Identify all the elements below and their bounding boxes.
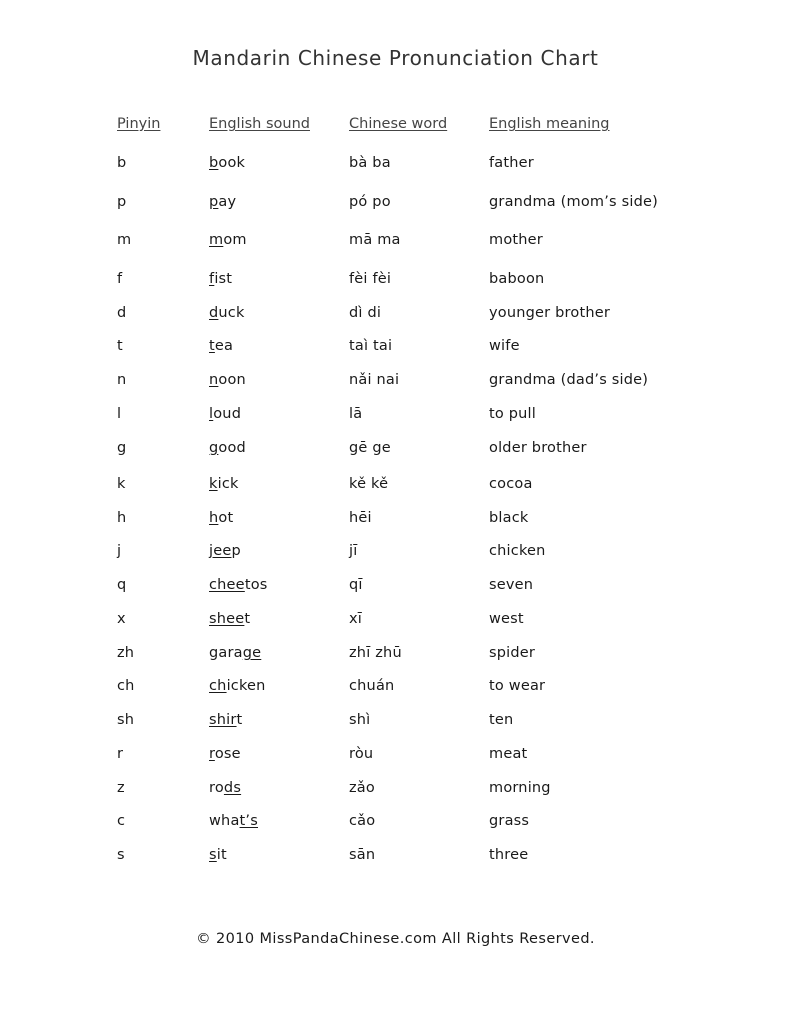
english-meaning-cell: black bbox=[489, 510, 529, 526]
sound-suffix: tos bbox=[244, 577, 268, 593]
pinyin-cell: r bbox=[117, 746, 124, 762]
sound-underlined-part: ds bbox=[223, 780, 242, 796]
english-sound-cell bbox=[209, 780, 241, 796]
sound-underlined-part: b bbox=[209, 155, 219, 171]
sound-underlined-part: m bbox=[209, 232, 224, 248]
english-sound-cell bbox=[209, 813, 258, 829]
english-meaning-cell: west bbox=[489, 611, 524, 627]
pinyin-cell: h bbox=[117, 510, 127, 526]
english-sound-cell bbox=[209, 155, 245, 171]
page-title: Mandarin Chinese Pronunciation Chart bbox=[192, 46, 599, 70]
sound-underlined-part: p bbox=[209, 194, 219, 210]
pinyin-cell: k bbox=[117, 476, 126, 492]
english-meaning-cell: older brother bbox=[489, 440, 587, 456]
table-row bbox=[0, 847, 791, 867]
pinyin-cell: f bbox=[117, 271, 123, 287]
english-sound-cell bbox=[209, 678, 266, 694]
copyright-footer: © 2010 MissPandaChinese.com All Rights Reserved. bbox=[196, 931, 595, 947]
chinese-word-cell: kě kě bbox=[349, 476, 389, 492]
table-row bbox=[0, 476, 791, 496]
english-meaning-cell: wife bbox=[489, 338, 520, 354]
sound-suffix: ea bbox=[214, 338, 234, 354]
english-meaning-cell: three bbox=[489, 847, 529, 863]
table-row bbox=[0, 271, 791, 291]
english-meaning-cell: grass bbox=[489, 813, 530, 829]
sound-underlined-part: g bbox=[209, 440, 219, 456]
english-sound-cell bbox=[209, 271, 232, 287]
table-row bbox=[0, 712, 791, 732]
english-meaning-cell: morning bbox=[489, 780, 551, 796]
table-row bbox=[0, 543, 791, 563]
chinese-word-cell: zhī zhū bbox=[349, 645, 402, 661]
chinese-word-cell: mā ma bbox=[349, 232, 401, 248]
sound-underlined-part: t bbox=[209, 338, 215, 354]
english-meaning-cell: ten bbox=[489, 712, 514, 728]
sound-suffix: icken bbox=[226, 678, 266, 694]
sound-suffix: t bbox=[244, 611, 251, 627]
pinyin-cell: g bbox=[117, 440, 127, 456]
sound-suffix: uck bbox=[218, 305, 245, 321]
sound-underlined-part: k bbox=[209, 476, 218, 492]
sound-suffix: ot bbox=[218, 510, 234, 526]
sound-suffix: oud bbox=[213, 406, 242, 422]
sound-prefix: wha bbox=[209, 813, 240, 829]
sound-underlined-part: t’s bbox=[239, 813, 258, 829]
sound-underlined-part: h bbox=[209, 510, 219, 526]
header-english-sound: English sound bbox=[209, 116, 310, 132]
english-meaning-cell: grandma (mom’s side) bbox=[489, 194, 658, 210]
table-row bbox=[0, 372, 791, 392]
sound-underlined-part: shir bbox=[209, 712, 237, 728]
english-meaning-cell: younger brother bbox=[489, 305, 611, 321]
english-meaning-cell: seven bbox=[489, 577, 534, 593]
sound-underlined-part: shee bbox=[209, 611, 245, 627]
sound-suffix: ick bbox=[217, 476, 239, 492]
sound-suffix: ook bbox=[218, 155, 246, 171]
pinyin-cell: t bbox=[117, 338, 123, 354]
chinese-word-cell: lā bbox=[349, 406, 363, 422]
english-sound-cell bbox=[209, 712, 242, 728]
sound-suffix: t bbox=[236, 712, 243, 728]
table-row bbox=[0, 780, 791, 800]
pinyin-cell: p bbox=[117, 194, 127, 210]
chinese-word-cell: taì tai bbox=[349, 338, 393, 354]
english-sound-cell bbox=[209, 847, 227, 863]
chinese-word-cell: hēi bbox=[349, 510, 372, 526]
english-meaning-cell: mother bbox=[489, 232, 543, 248]
table-row bbox=[0, 194, 791, 214]
sound-underlined-part: ge bbox=[242, 645, 262, 661]
sound-underlined-part: jee bbox=[209, 543, 232, 559]
table-row bbox=[0, 338, 791, 358]
pinyin-cell: l bbox=[117, 406, 122, 422]
english-sound-cell bbox=[209, 440, 246, 456]
chinese-word-cell: pó po bbox=[349, 194, 391, 210]
pinyin-cell: j bbox=[117, 543, 122, 559]
english-meaning-cell: baboon bbox=[489, 271, 545, 287]
chinese-word-cell: fèi fèi bbox=[349, 271, 392, 287]
table-row bbox=[0, 645, 791, 665]
english-meaning-cell: to wear bbox=[489, 678, 546, 694]
header-english-meaning: English meaning bbox=[489, 116, 610, 132]
english-sound-cell bbox=[209, 645, 261, 661]
chinese-word-cell: nǎi nai bbox=[349, 372, 400, 388]
chinese-word-cell: gē ge bbox=[349, 440, 391, 456]
english-meaning-cell: meat bbox=[489, 746, 528, 762]
chinese-word-cell: jī bbox=[349, 543, 358, 559]
sound-underlined-part: n bbox=[209, 372, 219, 388]
pinyin-cell: m bbox=[117, 232, 132, 248]
chinese-word-cell: ròu bbox=[349, 746, 374, 762]
english-meaning-cell: cocoa bbox=[489, 476, 533, 492]
chinese-word-cell: cǎo bbox=[349, 813, 376, 829]
pinyin-cell: sh bbox=[117, 712, 135, 728]
chinese-word-cell: xī bbox=[349, 611, 363, 627]
pinyin-cell: q bbox=[117, 577, 127, 593]
english-sound-cell bbox=[209, 577, 268, 593]
table-row bbox=[0, 813, 791, 833]
chinese-word-cell: dì di bbox=[349, 305, 382, 321]
table-row bbox=[0, 746, 791, 766]
table-row bbox=[0, 678, 791, 698]
sound-underlined-part: r bbox=[209, 746, 215, 762]
chinese-word-cell: shì bbox=[349, 712, 371, 728]
sound-underlined-part: ch bbox=[209, 678, 227, 694]
sound-underlined-part: chee bbox=[209, 577, 245, 593]
chinese-word-cell: chuán bbox=[349, 678, 395, 694]
sound-suffix: om bbox=[223, 232, 247, 248]
sound-underlined-part: s bbox=[209, 847, 217, 863]
english-sound-cell bbox=[209, 232, 247, 248]
chinese-word-cell: bà ba bbox=[349, 155, 391, 171]
english-meaning-cell: father bbox=[489, 155, 534, 171]
english-sound-cell bbox=[209, 476, 239, 492]
english-sound-cell bbox=[209, 305, 245, 321]
english-sound-cell bbox=[209, 194, 236, 210]
pinyin-cell: x bbox=[117, 611, 126, 627]
english-sound-cell bbox=[209, 746, 241, 762]
pinyin-cell: s bbox=[117, 847, 125, 863]
pinyin-cell: d bbox=[117, 305, 127, 321]
sound-underlined-part: f bbox=[209, 271, 215, 287]
table-row bbox=[0, 510, 791, 530]
pinyin-cell: n bbox=[117, 372, 127, 388]
english-sound-cell bbox=[209, 406, 241, 422]
chinese-word-cell: qī bbox=[349, 577, 363, 593]
table-row bbox=[0, 232, 791, 252]
sound-suffix: p bbox=[231, 543, 241, 559]
pinyin-cell: b bbox=[117, 155, 127, 171]
sound-suffix: ood bbox=[218, 440, 246, 456]
english-sound-cell bbox=[209, 372, 246, 388]
sound-suffix: ay bbox=[218, 194, 237, 210]
chinese-word-cell: zǎo bbox=[349, 780, 375, 796]
english-sound-cell bbox=[209, 510, 233, 526]
header-chinese-word: Chinese word bbox=[349, 116, 448, 132]
table-row bbox=[0, 305, 791, 325]
chinese-word-cell: sān bbox=[349, 847, 376, 863]
pinyin-cell: zh bbox=[117, 645, 135, 661]
header-pinyin: Pinyin bbox=[117, 116, 161, 132]
table-row bbox=[0, 155, 791, 175]
sound-suffix: it bbox=[216, 847, 227, 863]
sound-suffix: ose bbox=[214, 746, 241, 762]
english-meaning-cell: spider bbox=[489, 645, 536, 661]
english-sound-cell bbox=[209, 611, 250, 627]
pinyin-cell: z bbox=[117, 780, 125, 796]
sound-suffix: oon bbox=[218, 372, 246, 388]
table-row bbox=[0, 406, 791, 426]
sound-suffix: ist bbox=[214, 271, 233, 287]
pinyin-cell: c bbox=[117, 813, 126, 829]
table-row bbox=[0, 611, 791, 631]
english-sound-cell bbox=[209, 543, 241, 559]
english-meaning-cell: to pull bbox=[489, 406, 537, 422]
english-sound-cell bbox=[209, 338, 233, 354]
sound-underlined-part: l bbox=[209, 406, 214, 422]
table-row bbox=[0, 577, 791, 597]
sound-prefix: gara bbox=[209, 645, 243, 661]
english-meaning-cell: grandma (dad’s side) bbox=[489, 372, 649, 388]
table-row bbox=[0, 440, 791, 460]
sound-prefix: ro bbox=[209, 780, 224, 796]
pinyin-cell: ch bbox=[117, 678, 135, 694]
english-meaning-cell: chicken bbox=[489, 543, 546, 559]
sound-underlined-part: d bbox=[209, 305, 219, 321]
